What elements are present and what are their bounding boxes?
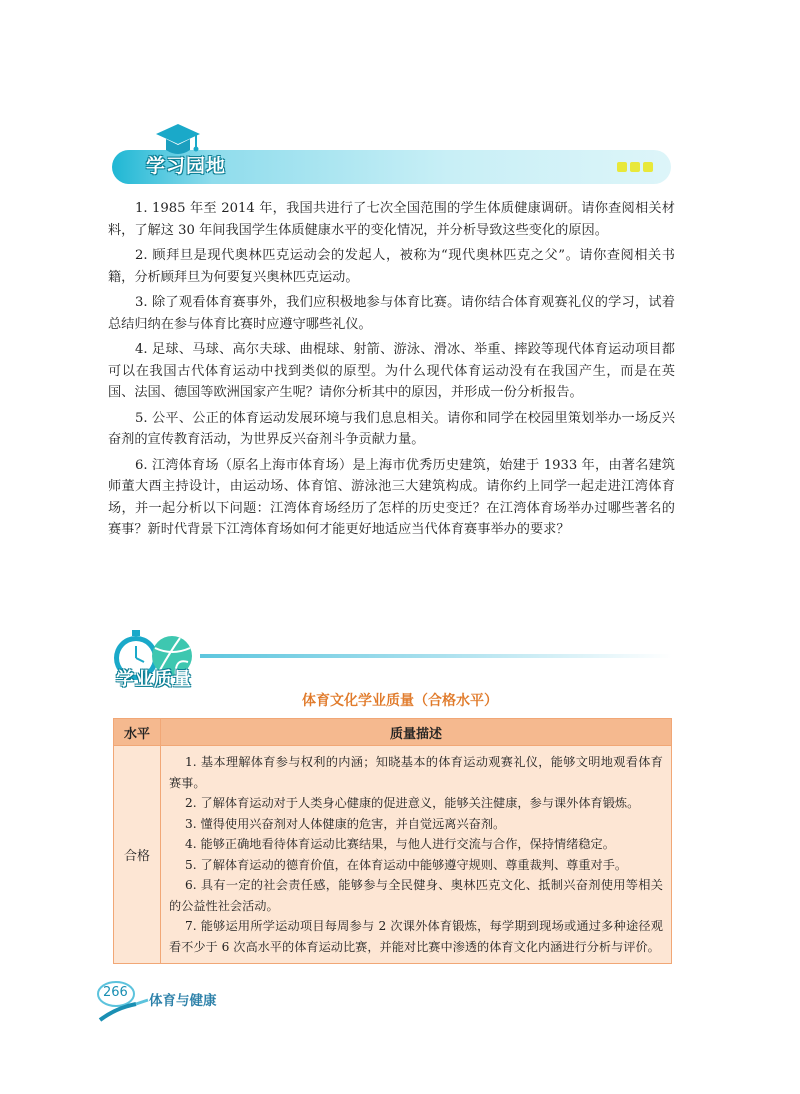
section-title-academic-quality: 学业质量 [116, 669, 192, 690]
list-item: 3. 除了观看体育赛事外，我们应积极地参与体育比赛。请你结合体育观赛礼仪的学习，试着总结归纳在参与体育比赛时应遵守哪些礼仪。 [108, 295, 675, 332]
quality-description: 4. 能够正确地看待体育运动比赛结果，与他人进行交流与合作，保持情绪稳定。 [185, 837, 615, 851]
list-item: 2. 顾拜旦是现代奥林匹克运动会的发起人，被称为“现代奥林匹克之父”。请你查阅相关书籍，分析顾拜旦为何要复兴奥林匹克运动。 [108, 248, 675, 285]
table-row [114, 746, 672, 964]
table-cell-level: 合格 [114, 746, 161, 964]
quality-description: 5. 了解体育运动的德育价值，在体育运动中能够遵守规则、尊重裁判、尊重对手。 [185, 857, 628, 872]
table-cell-descriptions [161, 746, 672, 964]
list-item: 6. 江湾体育场（原名上海市体育场）是上海市优秀历史建筑，始建于 1933 年，由著名建筑师董大酉主持设计，由运动场、体育馆、游泳池三大建筑构成。请你约上同学一起走进江湾体育场，并一起分析以下问题：江湾体育场经历了怎样的历史变迁？在江湾体育场举办过哪些著名的赛事？新时代背景下江湾体育场如何才能更好地适应当代体育赛事举办的要求？ [108, 457, 675, 537]
quality-description: 6. 具有一定的社会责任感，能够参与全民健身、奥林匹克文化、抵制兴奋剂使用等相关的公益性社会活动。 [169, 878, 663, 913]
quality-table [113, 718, 672, 964]
quality-description: 1. 基本理解体育参与权利的内涵；知晓基本的体育运动观赛礼仪，能够文明地观看体育赛事。 [169, 755, 663, 790]
list-item: 4. 足球、马球、高尔夫球、曲棍球、射箭、游泳、滑冰、举重、摔跤等现代体育运动项目都可以在我国古代体育运动中找到类似的原型。为什么现代体育运动没有在我国产生，而是在英国、法国、德国等欧洲国家产生呢？请你分析其中的原因，并形成一份分析报告。 [108, 342, 675, 400]
quality-description: 3. 懂得使用兴奋剂对人体健康的危害，并自觉远离兴奋剂。 [185, 816, 506, 831]
table-header-description: 质量描述 [161, 719, 672, 746]
table-header-level: 水平 [114, 719, 161, 746]
section-title-learning-garden: 学习园地 [146, 155, 227, 177]
decorative-dots [617, 162, 653, 172]
section-divider-line [200, 654, 672, 658]
table-title: 体育文化学业质量（合格水平） [302, 693, 498, 709]
quality-description: 2. 了解体育运动对于人类身心健康的促进意义，能够关注健康，参与课外体育锻炼。 [185, 796, 640, 810]
list-item: 5. 公平、公正的体育运动发展环境与我们息息相关。请你和同学在校园里策划举办一场反兴奋剂的宣传教育活动，为世界反兴奋剂斗争贡献力量。 [108, 410, 675, 447]
learning-items-list [108, 198, 675, 545]
book-title: 体育与健康 [149, 993, 217, 1009]
list-item: 1. 1985 年至 2014 年，我国共进行了七次全国范围的学生体质健康调研。请你查阅相关材料，了解这 30 年间我国学生体质健康水平的变化情况，并分析导致这些变化的原因。 [108, 201, 675, 238]
quality-description: 7. 能够运用所学运动项目每周参与 2 次课外体育锻炼，每学期到现场或通过多种途径观看不少于 6 次高水平的体育运动比赛，并能对比赛中渗透的体育文化内涵进行分析与评价。 [169, 919, 663, 954]
page-number: 266 [103, 985, 128, 1000]
